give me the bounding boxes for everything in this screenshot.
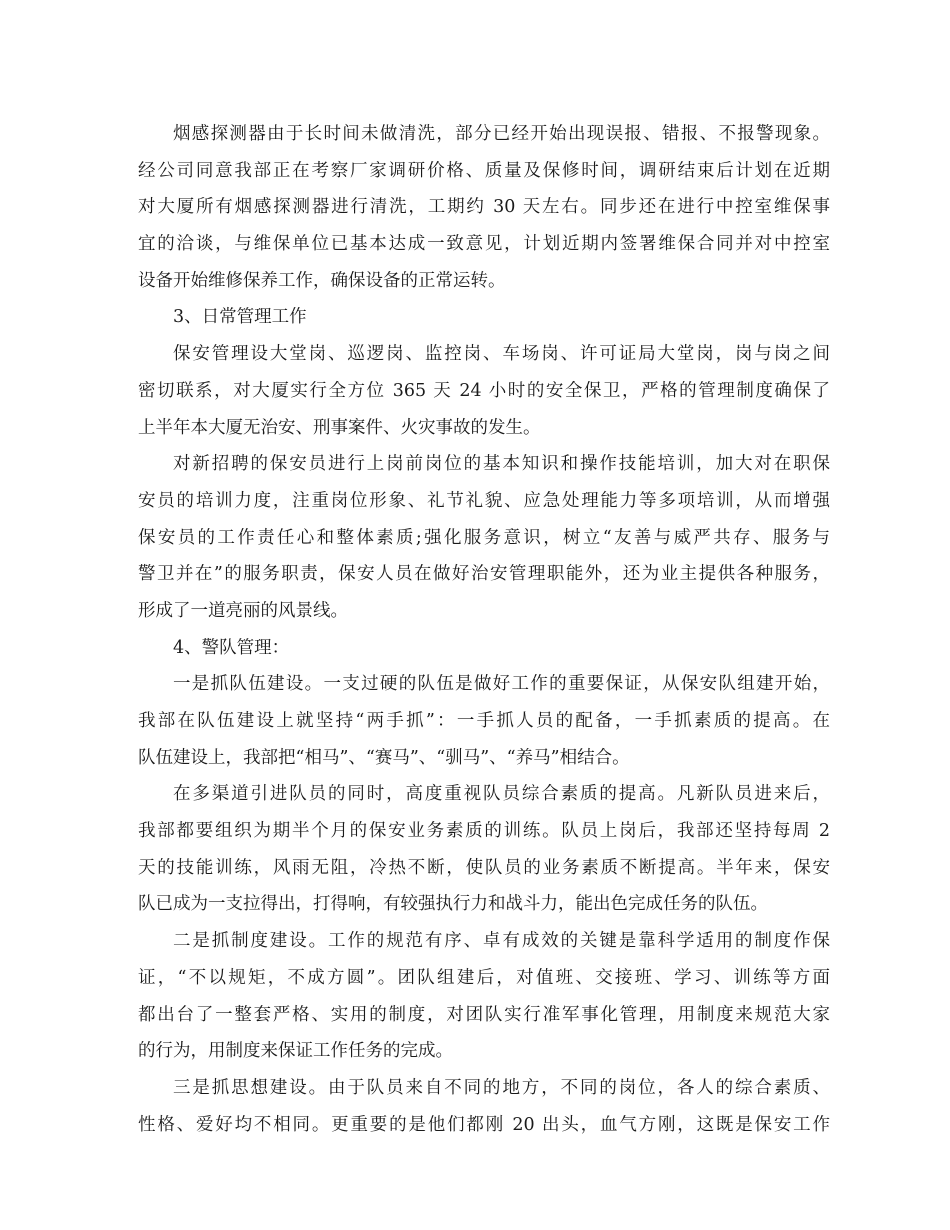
text-line: 证，“不以规矩，不成方圆”。团队组建后，对值班、交接班、学习、训练等方面 xyxy=(138,967,830,988)
text-line: 队已成为一支拉得出，打得响，有较强执行力和战斗力，能出色完成任务的队伍。 xyxy=(138,894,768,915)
text-line: 宜的洽谈，与维保单位已基本达成一致意见，计划近期内签署维保合同并对中控室 xyxy=(138,234,830,255)
text-line: 都出台了一整套严格、实用的制度，对团队实行准军事化管理，用制度来规范大家 xyxy=(138,1004,830,1025)
section-heading: 3、日常管理工作 xyxy=(173,307,307,328)
text-line: 烟感探测器由于长时间未做清洗，部分已经开始出现误报、错报、不报警现象。 xyxy=(173,124,830,144)
text-line: 经公司同意我部正在考察厂家调研价格、质量及保修时间，调研结束后计划在近期 xyxy=(138,160,830,181)
text-line: 二是抓制度建设。工作的规范有序、卓有成效的关键是靠科学适用的制度作保 xyxy=(173,931,830,952)
text-line: 的行为，用制度来保证工作任务的完成。 xyxy=(138,1041,453,1062)
text-line: 天的技能训练，风雨无阻，冷热不断，使队员的业务素质不断提高。半年来，保安 xyxy=(138,857,830,878)
text-line: 性格、爱好均不相同。更重要的是他们都刚 20 出头，血气方刚，这既是保安工作 xyxy=(138,1114,830,1135)
text-line: 形成了一道亮丽的风景线。 xyxy=(138,600,348,621)
text-line: 对新招聘的保安员进行上岗前岗位的基本知识和操作技能培训，加大对在职保 xyxy=(173,454,830,475)
text-line: 保安管理设大堂岗、巡逻岗、监控岗、车场岗、许可证局大堂岗，岗与岗之间 xyxy=(173,344,830,365)
text-line: 设备开始维修保养工作，确保设备的正常运转。 xyxy=(138,270,506,291)
document-body xyxy=(138,116,830,1143)
text-line: 警卫并在”的服务职责，保安人员在做好治安管理职能外，还为业主提供各种服务， xyxy=(138,564,830,585)
text-line: 密切联系，对大厦实行全方位 365 天 24 小时的安全保卫，严格的管理制度确保了 xyxy=(138,380,830,401)
text-line: 对大厦所有烟感探测器进行清洗，工期约 30 天左右。同步还在进行中控室维保事 xyxy=(138,197,830,218)
text-line: 我部在队伍建设上就坚持“两手抓”：一手抓人员的配备，一手抓素质的提高。在 xyxy=(138,711,830,731)
section-heading: 4、警队管理： xyxy=(173,637,290,658)
text-line: 一是抓队伍建设。一支过硬的队伍是做好工作的重要保证，从保安队组建开始， xyxy=(173,674,830,695)
text-line: 三是抓思想建设。由于队员来自不同的地方，不同的岗位，各人的综合素质、 xyxy=(173,1077,830,1098)
text-line: 队伍建设上，我部把“相马”、“赛马”、“驯马”、“养马”相结合。 xyxy=(138,747,630,768)
text-line: 我部都要组织为期半个月的保安业务素质的训练。队员上岗后，我部还坚持每周 2 xyxy=(138,821,830,842)
text-line: 在多渠道引进队员的同时，高度重视队员综合素质的提高。凡新队员进来后， xyxy=(173,784,830,805)
text-line: 上半年本大厦无治安、刑事案件、火灾事故的发生。 xyxy=(138,417,541,438)
text-line: 保安员的工作责任心和整体素质;强化服务意识，树立“友善与威严共存、服务与 xyxy=(138,527,830,548)
text-line: 安员的培训力度，注重岗位形象、礼节礼貌、应急处理能力等多项培训，从而增强 xyxy=(138,490,830,511)
